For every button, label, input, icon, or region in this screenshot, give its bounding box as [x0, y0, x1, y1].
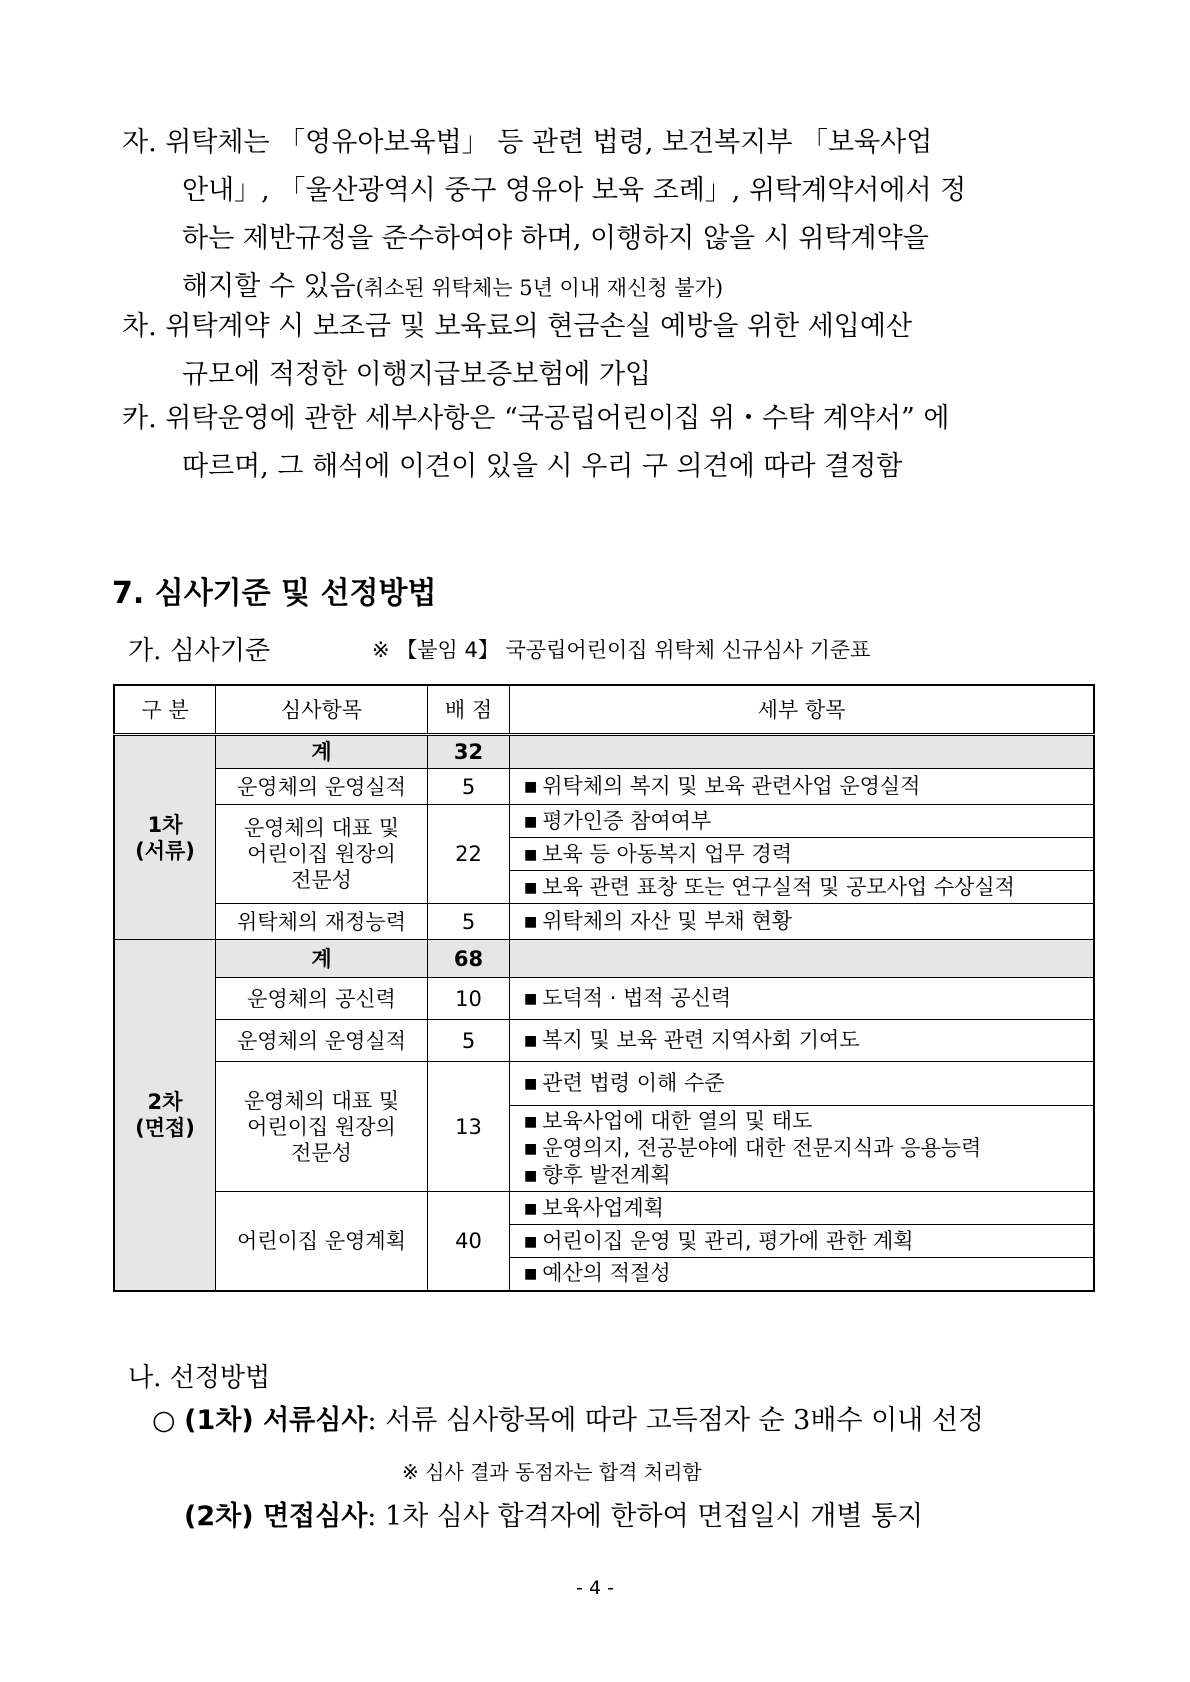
criteria-item: 운영체의 운영실적: [216, 1020, 428, 1062]
detail-text: 예산의 적절성: [542, 1261, 671, 1286]
detail-text: 관련 법령 이해 수준: [542, 1071, 725, 1095]
detail-text: 보육 등 아동복지 업무 경력: [542, 841, 793, 866]
detail-text: 향후 발전계획: [542, 1163, 671, 1187]
table-row: [114, 1192, 1094, 1225]
table-row: [114, 735, 1094, 769]
criteria-detail: [510, 1106, 1095, 1192]
clause-note: (취소된 위탁체는 5년 이내 재신청 불가): [355, 276, 724, 300]
square-bullet-icon: ■: [524, 779, 538, 795]
table-row: [114, 1020, 1094, 1062]
criteria-score: 10: [428, 978, 510, 1020]
square-bullet-icon: ■: [524, 991, 538, 1007]
detail-text: 보육 관련 표창 또는 연구실적 및 공모사업 수상실적: [542, 874, 1015, 899]
item-line: 운영체의 대표 및: [243, 1088, 400, 1113]
detail-text: 위탁체의 자산 및 부채 현황: [542, 909, 793, 933]
criteria-detail: [510, 904, 1095, 940]
square-bullet-icon: ■: [524, 1233, 538, 1250]
clause-text: 위탁체는 「영유아보육법」 등 관련 법령, 보건복지부 「보육사업: [165, 127, 933, 158]
clause-marker: 카.: [122, 403, 157, 434]
item-line: 어린이집 원장의: [247, 1114, 396, 1139]
square-bullet-icon: ■: [524, 1076, 538, 1092]
sum-score: 32: [428, 735, 510, 769]
clause-line: [122, 119, 1082, 167]
clause-text: 해지할 수 있음: [182, 271, 356, 302]
criteria-score: 13: [428, 1062, 510, 1192]
clause-ja: [122, 119, 1082, 311]
square-bullet-icon: ■: [524, 846, 538, 863]
clause-line: [122, 395, 1082, 443]
criteria-item: [216, 1062, 428, 1192]
clause-line: 규모에 적정한 이행지급보증보험에 가입: [182, 359, 652, 390]
criteria-item: 위탁체의 재정능력: [216, 904, 428, 940]
criteria-detail: [510, 838, 1095, 871]
clause-marker: 차.: [122, 311, 157, 342]
criteria-reference-note: ※ 【붙임 4】 국공립어린이집 위탁체 신규심사 기준표: [372, 638, 871, 662]
group-label-line: 2차: [147, 1089, 183, 1114]
method-text: : 서류 심사항목에 따라 고득점자 순 3배수 이내 선정: [367, 1405, 985, 1436]
detail-text: 보육사업계획: [542, 1195, 664, 1220]
table-row: [114, 805, 1094, 838]
detail-line: [524, 1135, 1087, 1162]
method-label: (2차) 면접심사: [184, 1501, 368, 1532]
item-line: 전문성: [291, 1140, 352, 1165]
criteria-detail: [510, 805, 1095, 838]
sum-score: 68: [428, 940, 510, 978]
square-bullet-icon: ■: [524, 914, 538, 930]
group-label-line: (서류): [135, 838, 195, 863]
criteria-item: 운영체의 공신력: [216, 978, 428, 1020]
criteria-item: [216, 805, 428, 904]
detail-line: [524, 1162, 1087, 1189]
clause-line: [122, 303, 1082, 351]
detail-line: [524, 1108, 1087, 1135]
detail-text: 도덕적 · 법적 공신력: [542, 986, 732, 1010]
clause-line: 하는 제반규정을 준수하여야 하며, 이행하지 않을 시 위탁계약을: [182, 223, 929, 254]
table-row: [114, 769, 1094, 805]
header-item: 심사항목: [216, 685, 428, 735]
table-row: [114, 940, 1094, 978]
criteria-score: 5: [428, 769, 510, 805]
sum-label: 계: [216, 940, 428, 978]
detail-text: 위탁체의 복지 및 보육 관련사업 운영실적: [542, 774, 921, 798]
clause-line: 따르며, 그 해석에 이견이 있을 시 우리 구 의견에 따라 결정함: [182, 451, 903, 482]
method-second-round: [184, 1494, 1114, 1533]
clause-cha: [122, 303, 1082, 399]
item-line: 전문성: [291, 868, 352, 892]
detail-text: 복지 및 보육 관련 지역사회 기여도: [542, 1028, 860, 1052]
subsection-selection-method: 나. 선정방법: [128, 1363, 271, 1393]
subsection-criteria: 가. 심사기준: [128, 636, 271, 666]
sum-label: 계: [216, 735, 428, 769]
tie-note: ※ 심사 결과 동점자는 합격 처리함: [402, 1460, 702, 1484]
header-category: 구 분: [114, 685, 216, 735]
method-first-round: [152, 1398, 1082, 1437]
detail-text: 평가인증 참여여부: [542, 808, 712, 833]
detail-text: 운영의지, 전공분야에 대한 전문지식과 응용능력: [542, 1136, 982, 1160]
table-header-row: [114, 685, 1094, 735]
header-score: 배 점: [428, 685, 510, 735]
item-line: 운영체의 대표 및: [243, 816, 400, 840]
criteria-detail: [510, 769, 1095, 805]
circle-bullet-icon: ○: [152, 1405, 176, 1436]
criteria-detail: [510, 1062, 1095, 1106]
table-row: [114, 1062, 1094, 1106]
criteria-detail: [510, 978, 1095, 1020]
group-label-interview: [114, 940, 216, 1291]
criteria-detail: [510, 871, 1095, 904]
criteria-item: 운영체의 운영실적: [216, 769, 428, 805]
criteria-score: 5: [428, 904, 510, 940]
square-bullet-icon: ■: [524, 1168, 538, 1184]
square-bullet-icon: ■: [524, 1033, 538, 1049]
clause-marker: 자.: [122, 127, 157, 158]
group-label-document: [114, 735, 216, 940]
sum-blank: [510, 940, 1095, 978]
method-text: : 1차 심사 합격자에 한하여 면접일시 개별 통지: [367, 1501, 924, 1532]
square-bullet-icon: ■: [524, 879, 538, 896]
group-label-line: (면접): [135, 1115, 195, 1140]
clause-ka: [122, 395, 1082, 491]
criteria-detail: [510, 1020, 1095, 1062]
group-label-line: 1차: [147, 812, 183, 837]
section-title: 7. 심사기준 및 선정방법: [112, 576, 437, 611]
criteria-item: 어린이집 운영계획: [216, 1192, 428, 1291]
square-bullet-icon: ■: [524, 813, 538, 830]
table-row: [114, 904, 1094, 940]
table-row: [114, 978, 1094, 1020]
page-number: - 4 -: [576, 1577, 614, 1599]
item-line: 어린이집 원장의: [247, 842, 396, 866]
clause-line: 안내」, 「울산광역시 중구 영유아 보육 조례」, 위탁계약서에서 정: [182, 175, 967, 206]
criteria-table: [113, 684, 1095, 1292]
square-bullet-icon: ■: [524, 1200, 538, 1217]
method-label: (1차) 서류심사: [184, 1405, 368, 1436]
criteria-detail: [510, 1258, 1095, 1291]
header-detail: 세부 항목: [510, 685, 1095, 735]
criteria-detail: [510, 1192, 1095, 1225]
clause-text: 위탁운영에 관한 세부사항은 “국공립어린이집 위・수탁 계약서” 에: [165, 403, 950, 434]
criteria-score: 40: [428, 1192, 510, 1291]
sum-blank: [510, 735, 1095, 769]
criteria-detail: [510, 1225, 1095, 1258]
square-bullet-icon: ■: [524, 1266, 538, 1283]
criteria-score: 22: [428, 805, 510, 904]
criteria-score: 5: [428, 1020, 510, 1062]
detail-text: 어린이집 운영 및 관리, 평가에 관한 계획: [542, 1228, 914, 1253]
square-bullet-icon: ■: [524, 1141, 538, 1157]
square-bullet-icon: ■: [524, 1114, 538, 1130]
clause-text: 위탁계약 시 보조금 및 보육료의 현금손실 예방을 위한 세입예산: [165, 311, 913, 342]
detail-text: 보육사업에 대한 열의 및 태도: [542, 1109, 813, 1133]
